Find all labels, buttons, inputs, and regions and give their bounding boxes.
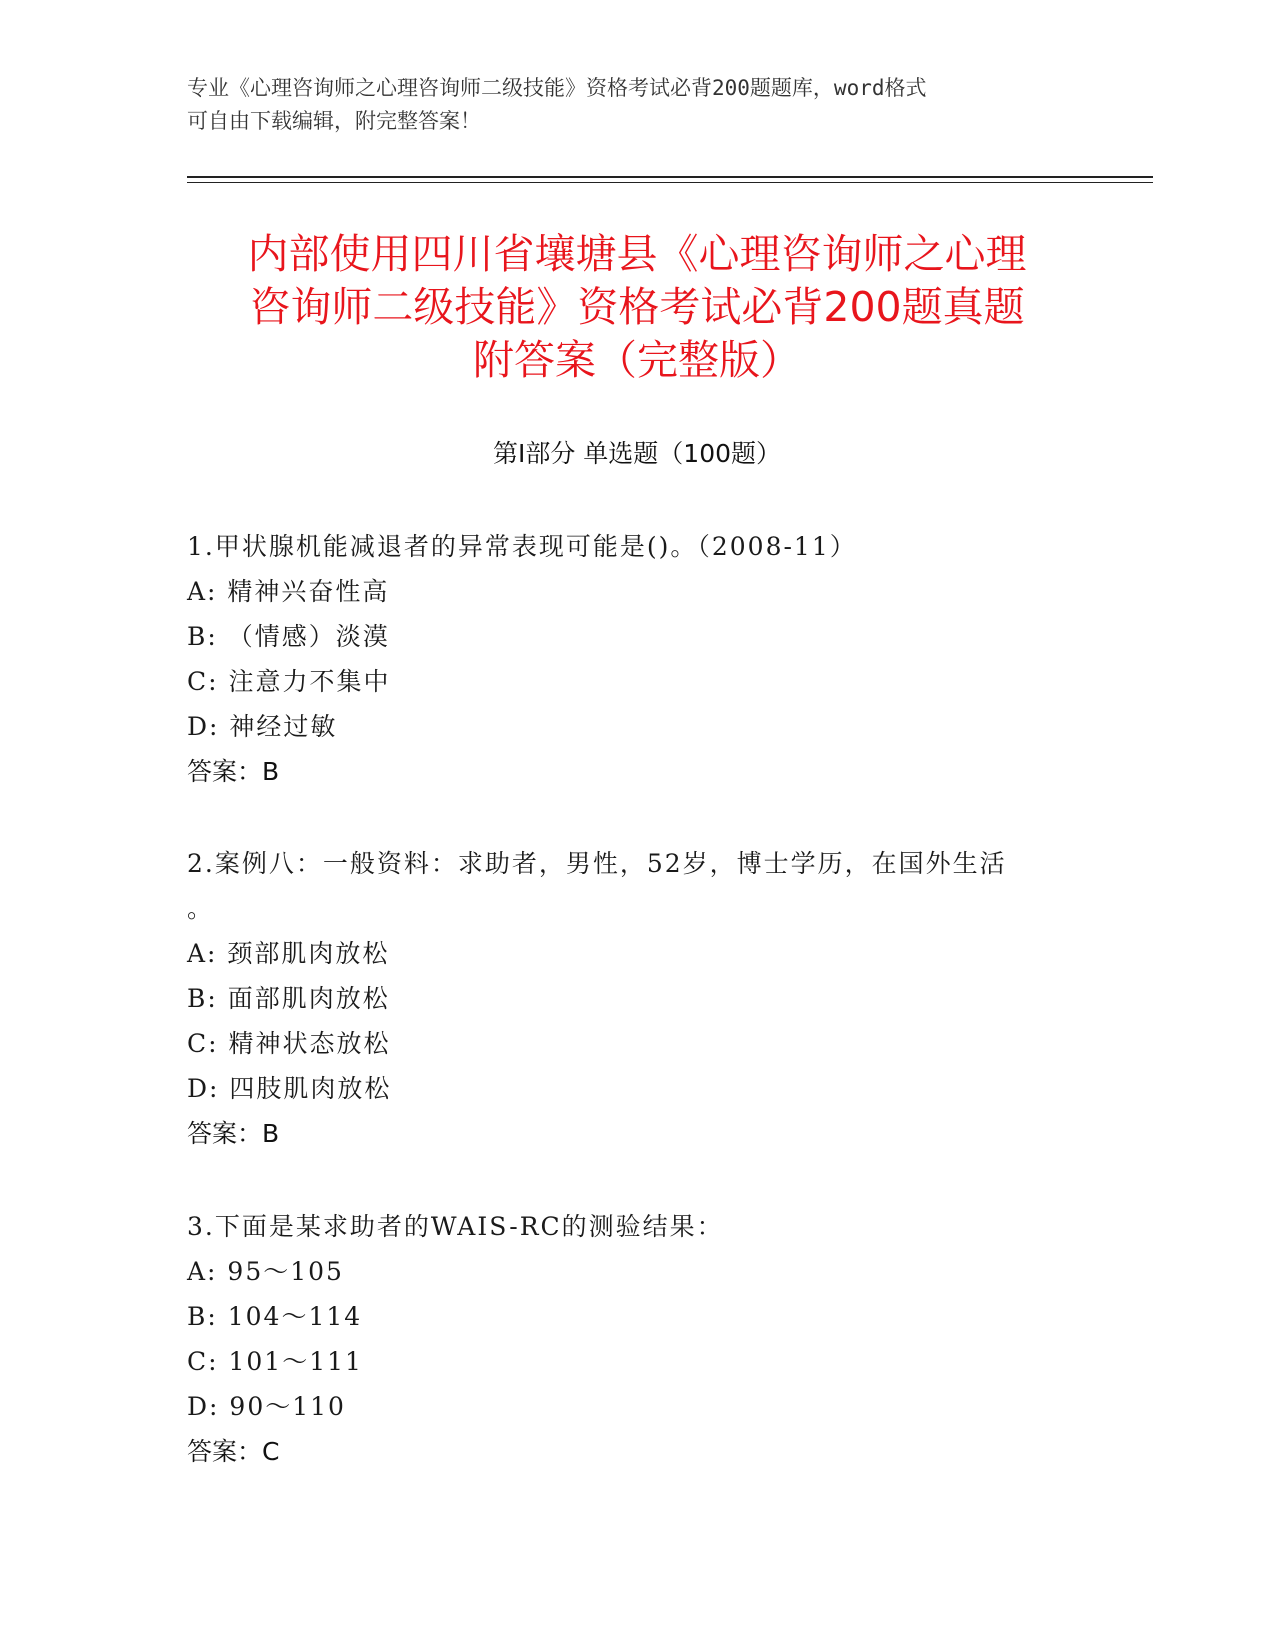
header-divider-thin (187, 182, 1153, 183)
option-a: A: 精神兴奋性高 (187, 577, 390, 606)
answer: 答案：B (187, 757, 280, 786)
option-c: C: 精神状态放松 (187, 1029, 391, 1058)
question-2 (187, 841, 1087, 1156)
option-d: D: 神经过敏 (187, 712, 338, 741)
option-a: A: 95～105 (187, 1257, 344, 1286)
document-title (187, 228, 1087, 387)
answer: 答案：C (187, 1437, 280, 1466)
question-3 (187, 1204, 1087, 1474)
header-note (187, 72, 1067, 138)
answer: 答案：B (187, 1119, 280, 1148)
option-a: A: 颈部肌肉放松 (187, 939, 390, 968)
question-1 (187, 524, 1087, 794)
option-b: B: （情感）淡漠 (187, 622, 390, 651)
header-note-line-1: 专业《心理咨询师之心理咨询师二级技能》资格考试必背200题题库，word格式 (187, 76, 927, 100)
question-stem: 2.案例八：一般资料：求助者，男性，52岁，博士学历，在国外生活 (187, 849, 1007, 878)
document-title-line-2: 咨询师二级技能》资格考试必背200题真题 (249, 283, 1025, 331)
document-title-line-1: 内部使用四川省壤塘县《心理咨询师之心理 (247, 230, 1027, 278)
option-b: B: 104～114 (187, 1302, 363, 1331)
option-d: D: 四肢肌肉放松 (187, 1074, 392, 1103)
question-stem: 3.下面是某求助者的WAIS-RC的测验结果： (187, 1212, 724, 1241)
section-title: 第Ⅰ部分 单选题（100题） (492, 439, 782, 468)
header-note-line-2: 可自由下载编辑，附完整答案！ (187, 109, 481, 133)
option-b: B: 面部肌肉放松 (187, 984, 390, 1013)
question-stem-continuation: 。 (187, 894, 215, 923)
option-d: D: 90～110 (187, 1392, 346, 1421)
document-title-line-3: 附答案（完整版） (473, 336, 801, 384)
header-divider-thick (187, 176, 1153, 178)
question-stem: 1.甲状腺机能减退者的异常表现可能是()。（2008-11） (187, 532, 857, 561)
option-c: C: 101～111 (187, 1347, 363, 1376)
option-c: C: 注意力不集中 (187, 667, 391, 696)
